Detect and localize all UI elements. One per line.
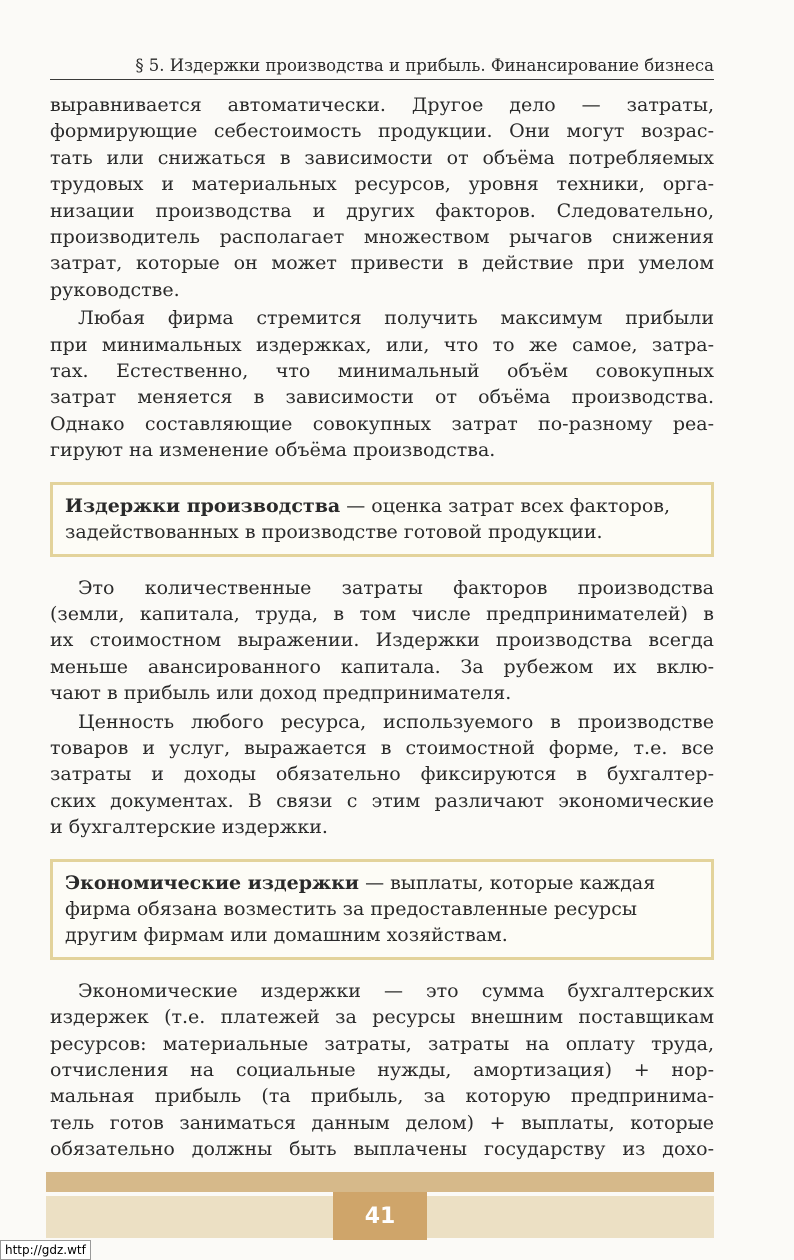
text-line: тать или снижаться в зависимости от объёма потребляемых (50, 146, 714, 169)
text-line: формирующие себестоимость продукции. Они могут возрас- (50, 120, 714, 143)
paragraph-4 (50, 709, 714, 841)
definition-line: фирма обязана возместить за предоставленные ресурсы (65, 897, 637, 920)
text-line: издержек (т.е. платежей за ресурсы внешним поставщикам (50, 1006, 714, 1029)
definition-box-production-costs (50, 482, 714, 557)
paragraph-1 (50, 92, 714, 303)
paragraph-3 (50, 575, 714, 707)
text-line: и бухгалтерские издержки. (50, 816, 328, 839)
text-line: Ценность любого ресурса, используемого в производстве (78, 710, 714, 733)
running-header (50, 56, 714, 80)
text-line: меньше авансированного капитала. За рубежом их вклю- (50, 655, 714, 678)
text-line: тах. Естественно, что минимальный объём совокупных (50, 360, 714, 383)
definition-term: Издержки производства (65, 494, 341, 517)
definition-term: Экономические издержки (65, 871, 360, 894)
definition-text: — выплаты, которые каждая (359, 871, 656, 894)
text-line: ских документах. В связи с этим различают экономические (50, 789, 714, 812)
text-line: (земли, капитала, труда, в том числе предпринимателей) в (50, 602, 714, 625)
text-line: тель готов заниматься данным делом) + выплаты, которые (50, 1111, 714, 1134)
text-line: Экономические издержки — это сумма бухгалтерских (78, 979, 714, 1002)
watermark-text: http://gdz.wtf (5, 1243, 86, 1257)
definition-line (65, 870, 699, 896)
text-line: Однако составляющие совокупных затрат по-разному реа- (50, 412, 714, 435)
footer-band (46, 1172, 714, 1192)
paragraph-5 (50, 978, 714, 1163)
text-line: низации производства и других факторов. Следовательно, (50, 199, 714, 222)
definition-text: — оценка затрат всех факторов, (340, 494, 671, 517)
text-line: обязательно должны быть выплачены государству из дохо- (50, 1138, 714, 1161)
paragraph-2 (50, 305, 714, 463)
text-line: выравнивается автоматически. Другое дело — затраты, (50, 94, 714, 116)
text-line: затраты и доходы обязательно фиксируются в бухгалтер- (50, 763, 714, 786)
text-line: Это количественные затраты факторов производства (78, 576, 714, 599)
definition-line: другим фирмам или домашним хозяйствам. (65, 924, 508, 947)
text-line: товаров и услуг, выражается в стоимостной форме, т.е. все (50, 736, 714, 759)
running-header-title: § 5. Издержки производства и прибыль. Финансирование бизнеса (135, 56, 714, 75)
text-line: затрат меняется в зависимости от объёма производства. (50, 386, 714, 409)
text-line: при минимальных издержках, или, что то же самое, затра- (50, 333, 714, 356)
page-number (333, 1192, 427, 1240)
text-line: руководстве. (50, 278, 180, 301)
text-line: трудовых и материальных ресурсов, уровня техники, орга- (50, 173, 714, 196)
text-line: производитель располагает множеством рычагов снижения (50, 226, 714, 249)
page-number-text: 41 (364, 1203, 396, 1229)
text-line: гируют на изменение объёма производства. (50, 439, 496, 462)
definition-line (65, 493, 699, 519)
page-content (50, 92, 714, 1163)
definition-line: задействованных в производстве готовой продукции. (65, 521, 603, 544)
text-line: их стоимостном выражении. Издержки производства всегда (50, 629, 714, 652)
watermark-link[interactable] (0, 1240, 91, 1260)
text-line: отчисления на социальные нужды, амортизация) + нор- (50, 1059, 714, 1081)
text-line: мальная прибыль (та прибыль, за которую предпринима- (50, 1085, 714, 1108)
text-line: Любая фирма стремится получить максимум прибыли (78, 307, 714, 330)
text-line: чают в прибыль или доход предпринимателя. (50, 682, 512, 705)
text-line: затрат, которые он может привести в действие при умелом (50, 252, 714, 275)
definition-box-economic-costs (50, 859, 714, 960)
text-line: ресурсов: материальные затраты, затраты на оплату труда, (50, 1032, 714, 1055)
